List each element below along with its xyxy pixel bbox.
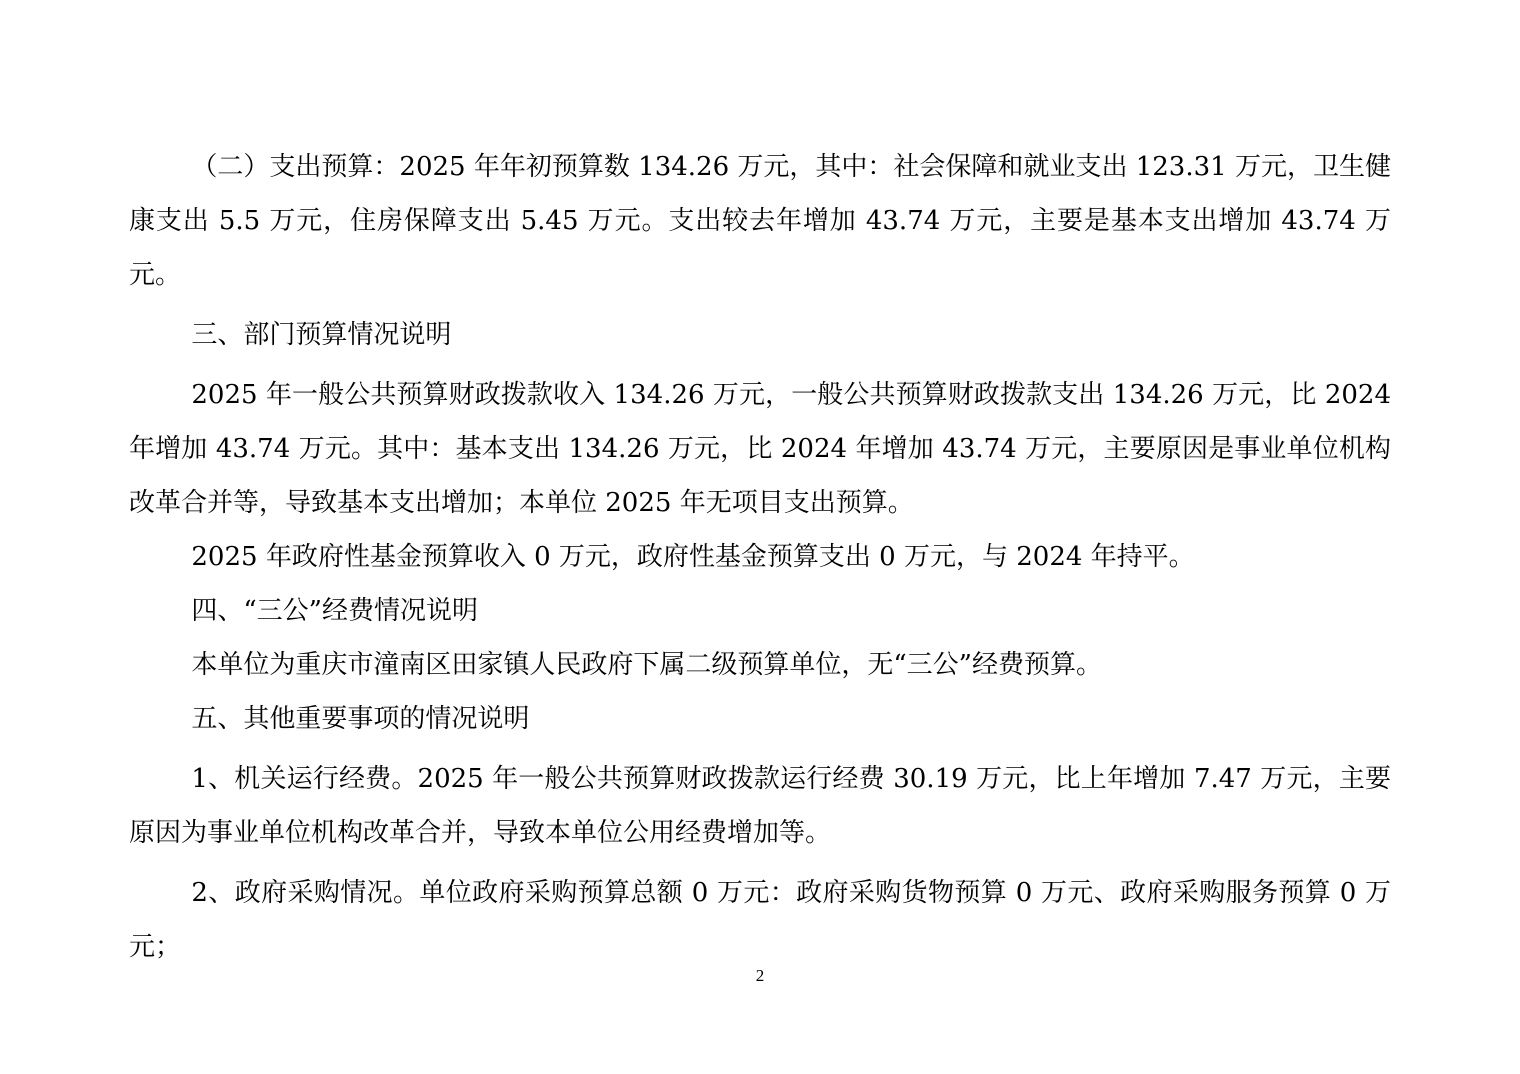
document-body [129, 140, 1391, 974]
page-number: 2 [755, 966, 765, 985]
section-heading-three-public-expenses: 四、“三公”经费情况说明 [191, 596, 478, 626]
section-heading-department-budget: 三、部门预算情况说明 [191, 320, 452, 350]
paragraph-expenditure-budget: （二）支出预算：2025 年年初预算数 134.26 万元，其中：社会保障和就业支出 123.31 万元，卫生健康支出 5.5 万元，住房保障支出 5.45 万元。支出较去年增加 43.74 万元，主要是基本支出增加 43.74 万元。 [129, 152, 1391, 290]
paragraph-operating-expenses: 1、机关运行经费。2025 年一般公共预算财政拨款运行经费 30.19 万元，比上年增加 7.47 万元，主要原因为事业单位机构改革合并，导致本单位公用经费增加等。 [129, 764, 1391, 848]
paragraph-government-fund-budget: 2025 年政府性基金预算收入 0 万元，政府性基金预算支出 0 万元，与 2024 年持平。 [191, 542, 1195, 572]
section-heading-other-matters: 五、其他重要事项的情况说明 [191, 704, 530, 734]
paragraph-government-procurement: 2、政府采购情况。单位政府采购预算总额 0 万元：政府采购货物预算 0 万元、政府采购服务预算 0 万元； [129, 878, 1391, 962]
paragraph-three-public-expenses: 本单位为重庆市潼南区田家镇人民政府下属二级预算单位，无“三公”经费预算。 [191, 650, 1102, 680]
paragraph-general-public-budget: 2025 年一般公共预算财政拨款收入 134.26 万元，一般公共预算财政拨款支出 134.26 万元，比 2024 年增加 43.74 万元。其中：基本支出 134.26 万元，比 2024 年增加 43.74 万元，主要原因是事业单位机构改革合并等，导致基本支出增加；本单位 2025 年无项目支出预算。 [129, 380, 1391, 518]
